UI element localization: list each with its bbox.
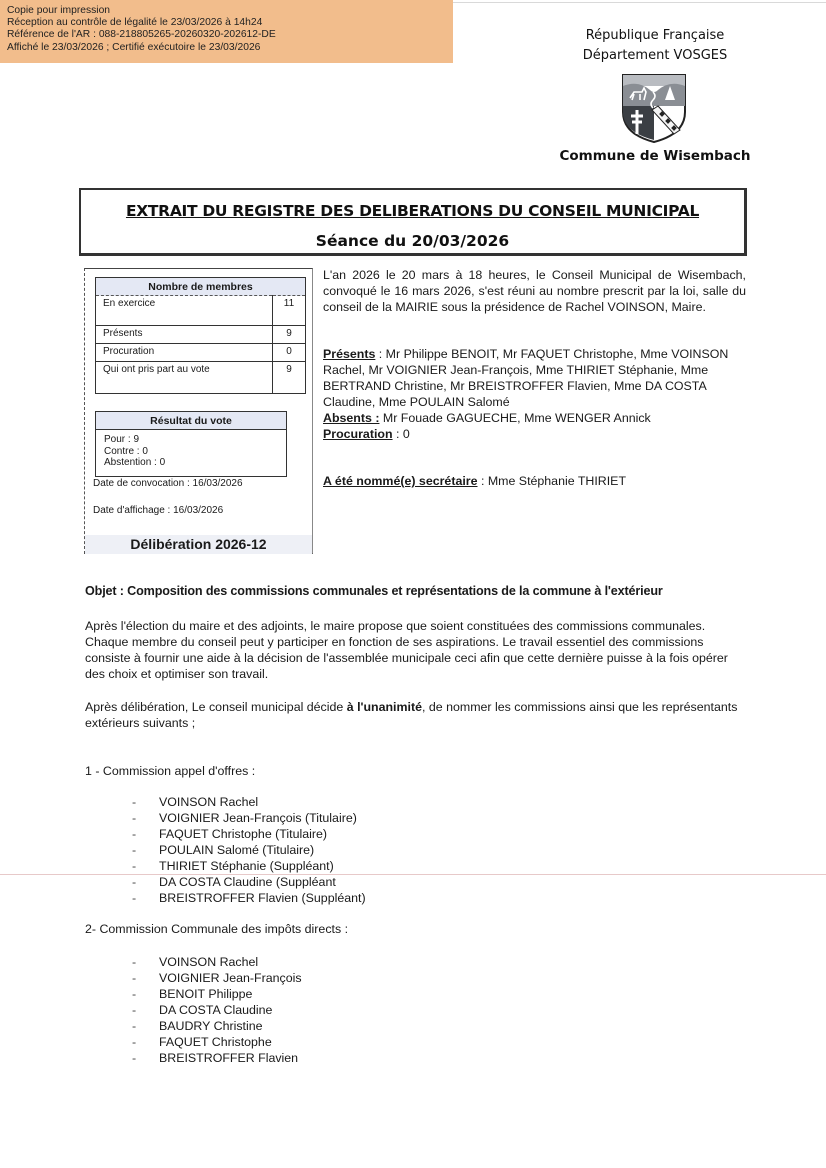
list-item xyxy=(132,810,366,826)
para2-text: Après délibération, Le conseil municipal décide xyxy=(85,700,347,714)
list-item xyxy=(132,842,366,858)
para2-text: , de nommer les commissions ainsi que les représentants extérieurs suivants ; xyxy=(85,700,738,730)
member-name: VOIGNIER Jean-François (Titulaire) xyxy=(159,811,357,825)
bullet-dash: - xyxy=(132,843,137,857)
row-label: Présents xyxy=(96,326,273,344)
legality-stamp-banner xyxy=(0,0,453,63)
list-item xyxy=(132,970,302,986)
row-value: 9 xyxy=(273,326,306,344)
bullet-dash: - xyxy=(132,1003,137,1017)
attendance-block xyxy=(323,346,753,442)
row-value: 11 xyxy=(273,296,306,326)
vote-pour: Pour : 9 xyxy=(104,434,140,445)
stamp-line: Réception au contrôle de légalité le 23/03/2026 à 14h24 xyxy=(7,17,263,29)
bullet-dash: - xyxy=(132,795,137,809)
commission-1-title: 1 - Commission appel d'offres : xyxy=(85,764,256,778)
bullet-dash: - xyxy=(132,1035,137,1049)
document-title: EXTRAIT DU REGISTRE DES DELIBERATIONS DU CONSEIL MUNICIPAL xyxy=(125,202,700,220)
table-row xyxy=(96,344,306,362)
table-row xyxy=(96,326,306,344)
commune-name: Commune de Wisembach xyxy=(559,148,751,164)
secretary-text: : Mme Stéphanie THIRIET xyxy=(477,474,627,488)
posting-date: Date d'affichage : 16/03/2026 xyxy=(93,505,224,516)
commission-1-list xyxy=(132,794,366,906)
title-box xyxy=(79,188,747,256)
bullet-dash: - xyxy=(132,987,137,1001)
member-name: VOIGNIER Jean-François xyxy=(159,971,302,985)
unanimity-emphasis: à l'unanimité xyxy=(346,700,422,714)
list-item xyxy=(132,890,366,906)
stamp-line: Affiché le 23/03/2026 ; Certifié exécutoire le 23/03/2026 xyxy=(7,41,261,53)
member-name: POULAIN Salomé (Titulaire) xyxy=(159,843,315,857)
bullet-dash: - xyxy=(132,955,137,969)
vote-result-header: Résultat du vote xyxy=(96,412,286,430)
bullet-dash: - xyxy=(132,875,137,889)
list-item xyxy=(132,1002,302,1018)
body-paragraph-2 xyxy=(85,699,745,731)
table-row xyxy=(96,296,306,326)
list-item xyxy=(132,954,302,970)
member-name: VOINSON Rachel xyxy=(159,795,259,809)
subject-heading: Objet : Composition des commissions communales et représentations de la commune à l'extérieur xyxy=(85,584,663,598)
member-name: BAUDRY Christine xyxy=(159,1019,263,1033)
secretary-line xyxy=(323,474,626,488)
bullet-dash: - xyxy=(132,1019,137,1033)
member-name: DA COSTA Claudine (Suppléant xyxy=(159,875,336,889)
body-paragraph-1: Après l'élection du maire et des adjoints, le maire propose que soient constituées des commissions communales. Chaque membre du conseil peut y participer en fonction de ses aspirations. Le travail essentiel des commissions consiste à fournir une aide à la décision de l'assemblée municipale ceci afin que cette dernière puisse à la fois opérer des choix et optimiser son travail. xyxy=(85,619,728,681)
bullet-dash: - xyxy=(132,811,137,825)
vote-result-box xyxy=(95,411,287,477)
stamp-line: Référence de l'AR : 088-218805265-20260320-202612-DE xyxy=(7,29,276,41)
commission-2-list xyxy=(132,954,302,1066)
scan-artifact-line xyxy=(0,874,826,875)
republic-header xyxy=(540,26,770,66)
list-item xyxy=(132,1050,302,1066)
row-label: En exercice xyxy=(103,298,156,309)
bullet-dash: - xyxy=(132,827,137,841)
bullet-dash: - xyxy=(132,1051,137,1065)
list-item xyxy=(132,794,366,810)
presents-text: : Mr Philippe BENOIT, Mr FAQUET Christophe, Mme VOINSON Rachel, Mr VOIGNIER Jean-François, Mme THIRIET Stéphanie, Mme BERTRAND Christine, Mr BREISTROFFER Flavien, Mme DA COSTA Claudine, Mme POULAIN Salomé xyxy=(323,347,729,409)
deliberation-number: Délibération 2026-12 xyxy=(85,535,312,554)
procuration-line xyxy=(323,426,753,442)
coat-of-arms-icon xyxy=(620,72,688,144)
republic-label: République Française xyxy=(585,28,725,43)
bullet-dash: - xyxy=(132,859,137,873)
row-label: Procuration xyxy=(96,344,273,362)
intro-paragraph: L'an 2026 le 20 mars à 18 heures, le Conseil Municipal de Wisembach, convoqué le 16 mars 2026, s'est réuni au nombre prescrit par la loi, salle du conseil de la MAIRIE sous la présidence de Rachel VOINSON, Maire. xyxy=(323,268,746,314)
secretary-label: A été nommé(e) secrétaire xyxy=(323,474,478,488)
row-value: 9 xyxy=(273,362,306,394)
row-value: 0 xyxy=(273,344,306,362)
absents-line xyxy=(323,410,753,426)
member-name: BENOIT Philippe xyxy=(159,987,253,1001)
member-name: THIRIET Stéphanie (Suppléant) xyxy=(159,859,334,873)
member-name: BREISTROFFER Flavien (Suppléant) xyxy=(159,891,366,905)
absents-text: Mr Fouade GAGUECHE, Mme WENGER Annick xyxy=(379,411,651,425)
member-name: VOINSON Rachel xyxy=(159,955,259,969)
vote-abstention: Abstention : 0 xyxy=(104,457,166,468)
list-item xyxy=(132,986,302,1002)
members-table-header: Nombre de membres xyxy=(96,278,306,296)
members-table xyxy=(95,277,306,394)
convocation-date: Date de convocation : 16/03/2026 xyxy=(93,478,243,489)
scan-edge-line xyxy=(453,2,826,3)
list-item xyxy=(132,858,366,874)
session-date: Séance du 20/03/2026 xyxy=(315,232,510,250)
member-name: BREISTROFFER Flavien xyxy=(159,1051,299,1065)
procuration-label: Procuration xyxy=(323,427,393,441)
stamp-line: Copie pour impression xyxy=(7,5,111,16)
list-item xyxy=(132,826,366,842)
department-label: Département VOSGES xyxy=(582,48,728,63)
procuration-text: : 0 xyxy=(392,427,410,441)
member-name: DA COSTA Claudine xyxy=(159,1003,273,1017)
row-label: Qui ont pris part au vote xyxy=(96,362,273,394)
table-row xyxy=(96,362,306,394)
list-item xyxy=(132,1034,302,1050)
vote-contre: Contre : 0 xyxy=(104,445,148,457)
bullet-dash: - xyxy=(132,891,137,905)
list-item xyxy=(132,874,366,890)
member-name: FAQUET Christophe xyxy=(159,1035,272,1049)
presents-line xyxy=(323,346,753,410)
absents-label: Absents : xyxy=(323,411,380,425)
member-name: FAQUET Christophe (Titulaire) xyxy=(159,827,328,841)
list-item xyxy=(132,1018,302,1034)
bullet-dash: - xyxy=(132,971,137,985)
presents-label: Présents xyxy=(323,347,376,361)
commission-2-title: 2- Commission Communale des impôts directs : xyxy=(85,922,349,936)
